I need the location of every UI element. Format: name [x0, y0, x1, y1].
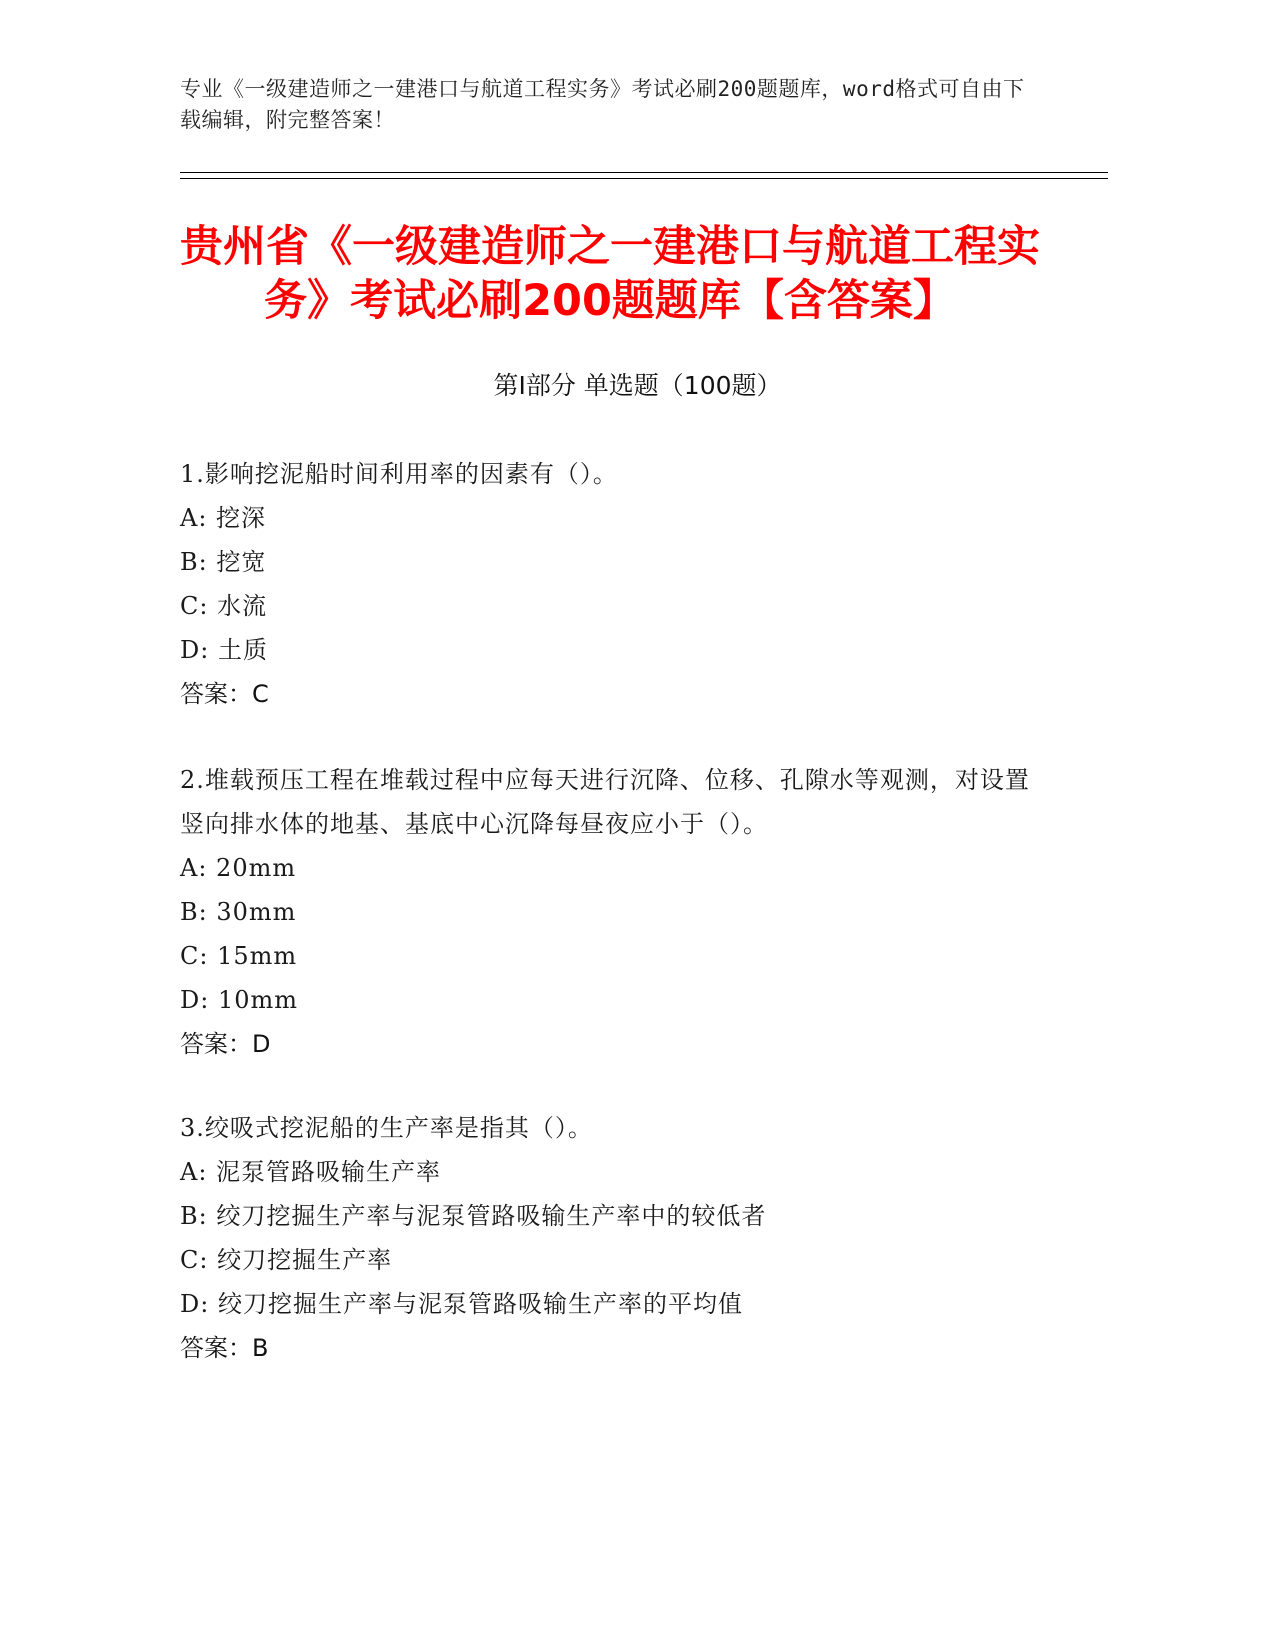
- question-stem: 1.影响挖泥船时间利用率的因素有（）。: [180, 460, 618, 488]
- answer-line: 答案：B: [180, 1334, 269, 1362]
- option-b: B: 30mm: [180, 898, 297, 926]
- option-a: A: 泥泵管路吸输生产率: [180, 1158, 442, 1186]
- option-d: D: 10mm: [180, 986, 299, 1014]
- option-d: D: 土质: [180, 636, 268, 664]
- question-block: [180, 452, 1040, 716]
- answer-line: 答案：C: [180, 680, 269, 708]
- option-b: B: 挖宽: [180, 548, 267, 576]
- option-a: A: 20mm: [180, 854, 297, 882]
- header-divider-bottom: [180, 178, 1108, 179]
- document-title: 贵州省《一级建造师之一建港口与航道工程实务》考试必刷200题题库【含答案】: [180, 222, 1040, 326]
- option-c: C: 水流: [180, 592, 268, 620]
- question-stem: 2.堆载预压工程在堆载过程中应每天进行沉降、位移、孔隙水等观测，对设置竖向排水体的地基、基底中心沉降每昼夜应小于（）。: [180, 766, 1030, 838]
- question-block: [180, 758, 1040, 1066]
- section-heading: 第I部分 单选题（100题）: [493, 371, 782, 400]
- option-d: D: 绞刀挖掘生产率与泥泵管路吸输生产率的平均值: [180, 1290, 743, 1318]
- question-stem: 3.绞吸式挖泥船的生产率是指其（）。: [180, 1114, 593, 1142]
- option-c: C: 15mm: [180, 942, 298, 970]
- header-divider-top: [180, 172, 1108, 173]
- option-a: A: 挖深: [180, 504, 267, 532]
- option-b: B: 绞刀挖掘生产率与泥泵管路吸输生产率中的较低者: [180, 1202, 767, 1230]
- header-note: 专业《一级建造师之一建港口与航道工程实务》考试必刷200题题库，word格式可自由下载编辑，附完整答案！: [180, 77, 1025, 132]
- answer-line: 答案：D: [180, 1030, 271, 1058]
- option-c: C: 绞刀挖掘生产率: [180, 1246, 393, 1274]
- question-block: [180, 1106, 1040, 1370]
